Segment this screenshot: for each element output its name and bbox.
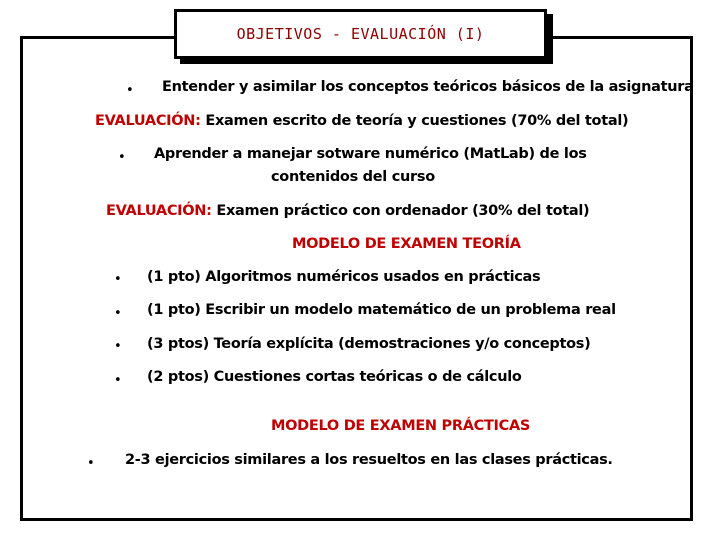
- theory-item: (2 ptos) Cuestiones cortas teóricas o de cálculo: [147, 369, 522, 385]
- evaluation-label: EVALUACIÓN:: [95, 113, 201, 129]
- evaluation-1: [95, 113, 628, 129]
- evaluation-text: Examen práctico con ordenador (30% del total): [211, 203, 590, 219]
- objective-2-line2: contenidos del curso: [271, 169, 435, 185]
- evaluation-label: EVALUACIÓN:: [106, 203, 212, 219]
- evaluation-2: [106, 203, 589, 219]
- bullet: •: [114, 272, 122, 287]
- bullet: •: [126, 83, 134, 98]
- practice-item: 2-3 ejercicios similares a los resueltos en las clases prácticas.: [125, 452, 613, 468]
- theory-heading: MODELO DE EXAMEN TEORÍA: [292, 236, 521, 252]
- evaluation-text: Examen escrito de teoría y cuestiones (70% del total): [200, 113, 629, 129]
- theory-item: (1 pto) Escribir un modelo matemático de un problema real: [147, 302, 616, 318]
- bullet: •: [114, 339, 122, 354]
- bullet: •: [118, 150, 126, 165]
- objective-1: Entender y asimilar los conceptos teóricos básicos de la asignatura: [162, 79, 694, 95]
- objective-2-line1: Aprender a manejar sotware numérico (MatLab) de los: [154, 146, 587, 162]
- theory-item: (1 pto) Algoritmos numéricos usados en prácticas: [147, 269, 541, 285]
- bullet: •: [87, 456, 95, 471]
- bullet: •: [114, 306, 122, 321]
- theory-item: (3 ptos) Teoría explícita (demostraciones y/o conceptos): [147, 336, 591, 352]
- practice-heading: MODELO DE EXAMEN PRÁCTICAS: [271, 418, 531, 434]
- slide-title: OBJETIVOS - EVALUACIÓN (I): [174, 9, 547, 59]
- bullet: •: [114, 373, 122, 388]
